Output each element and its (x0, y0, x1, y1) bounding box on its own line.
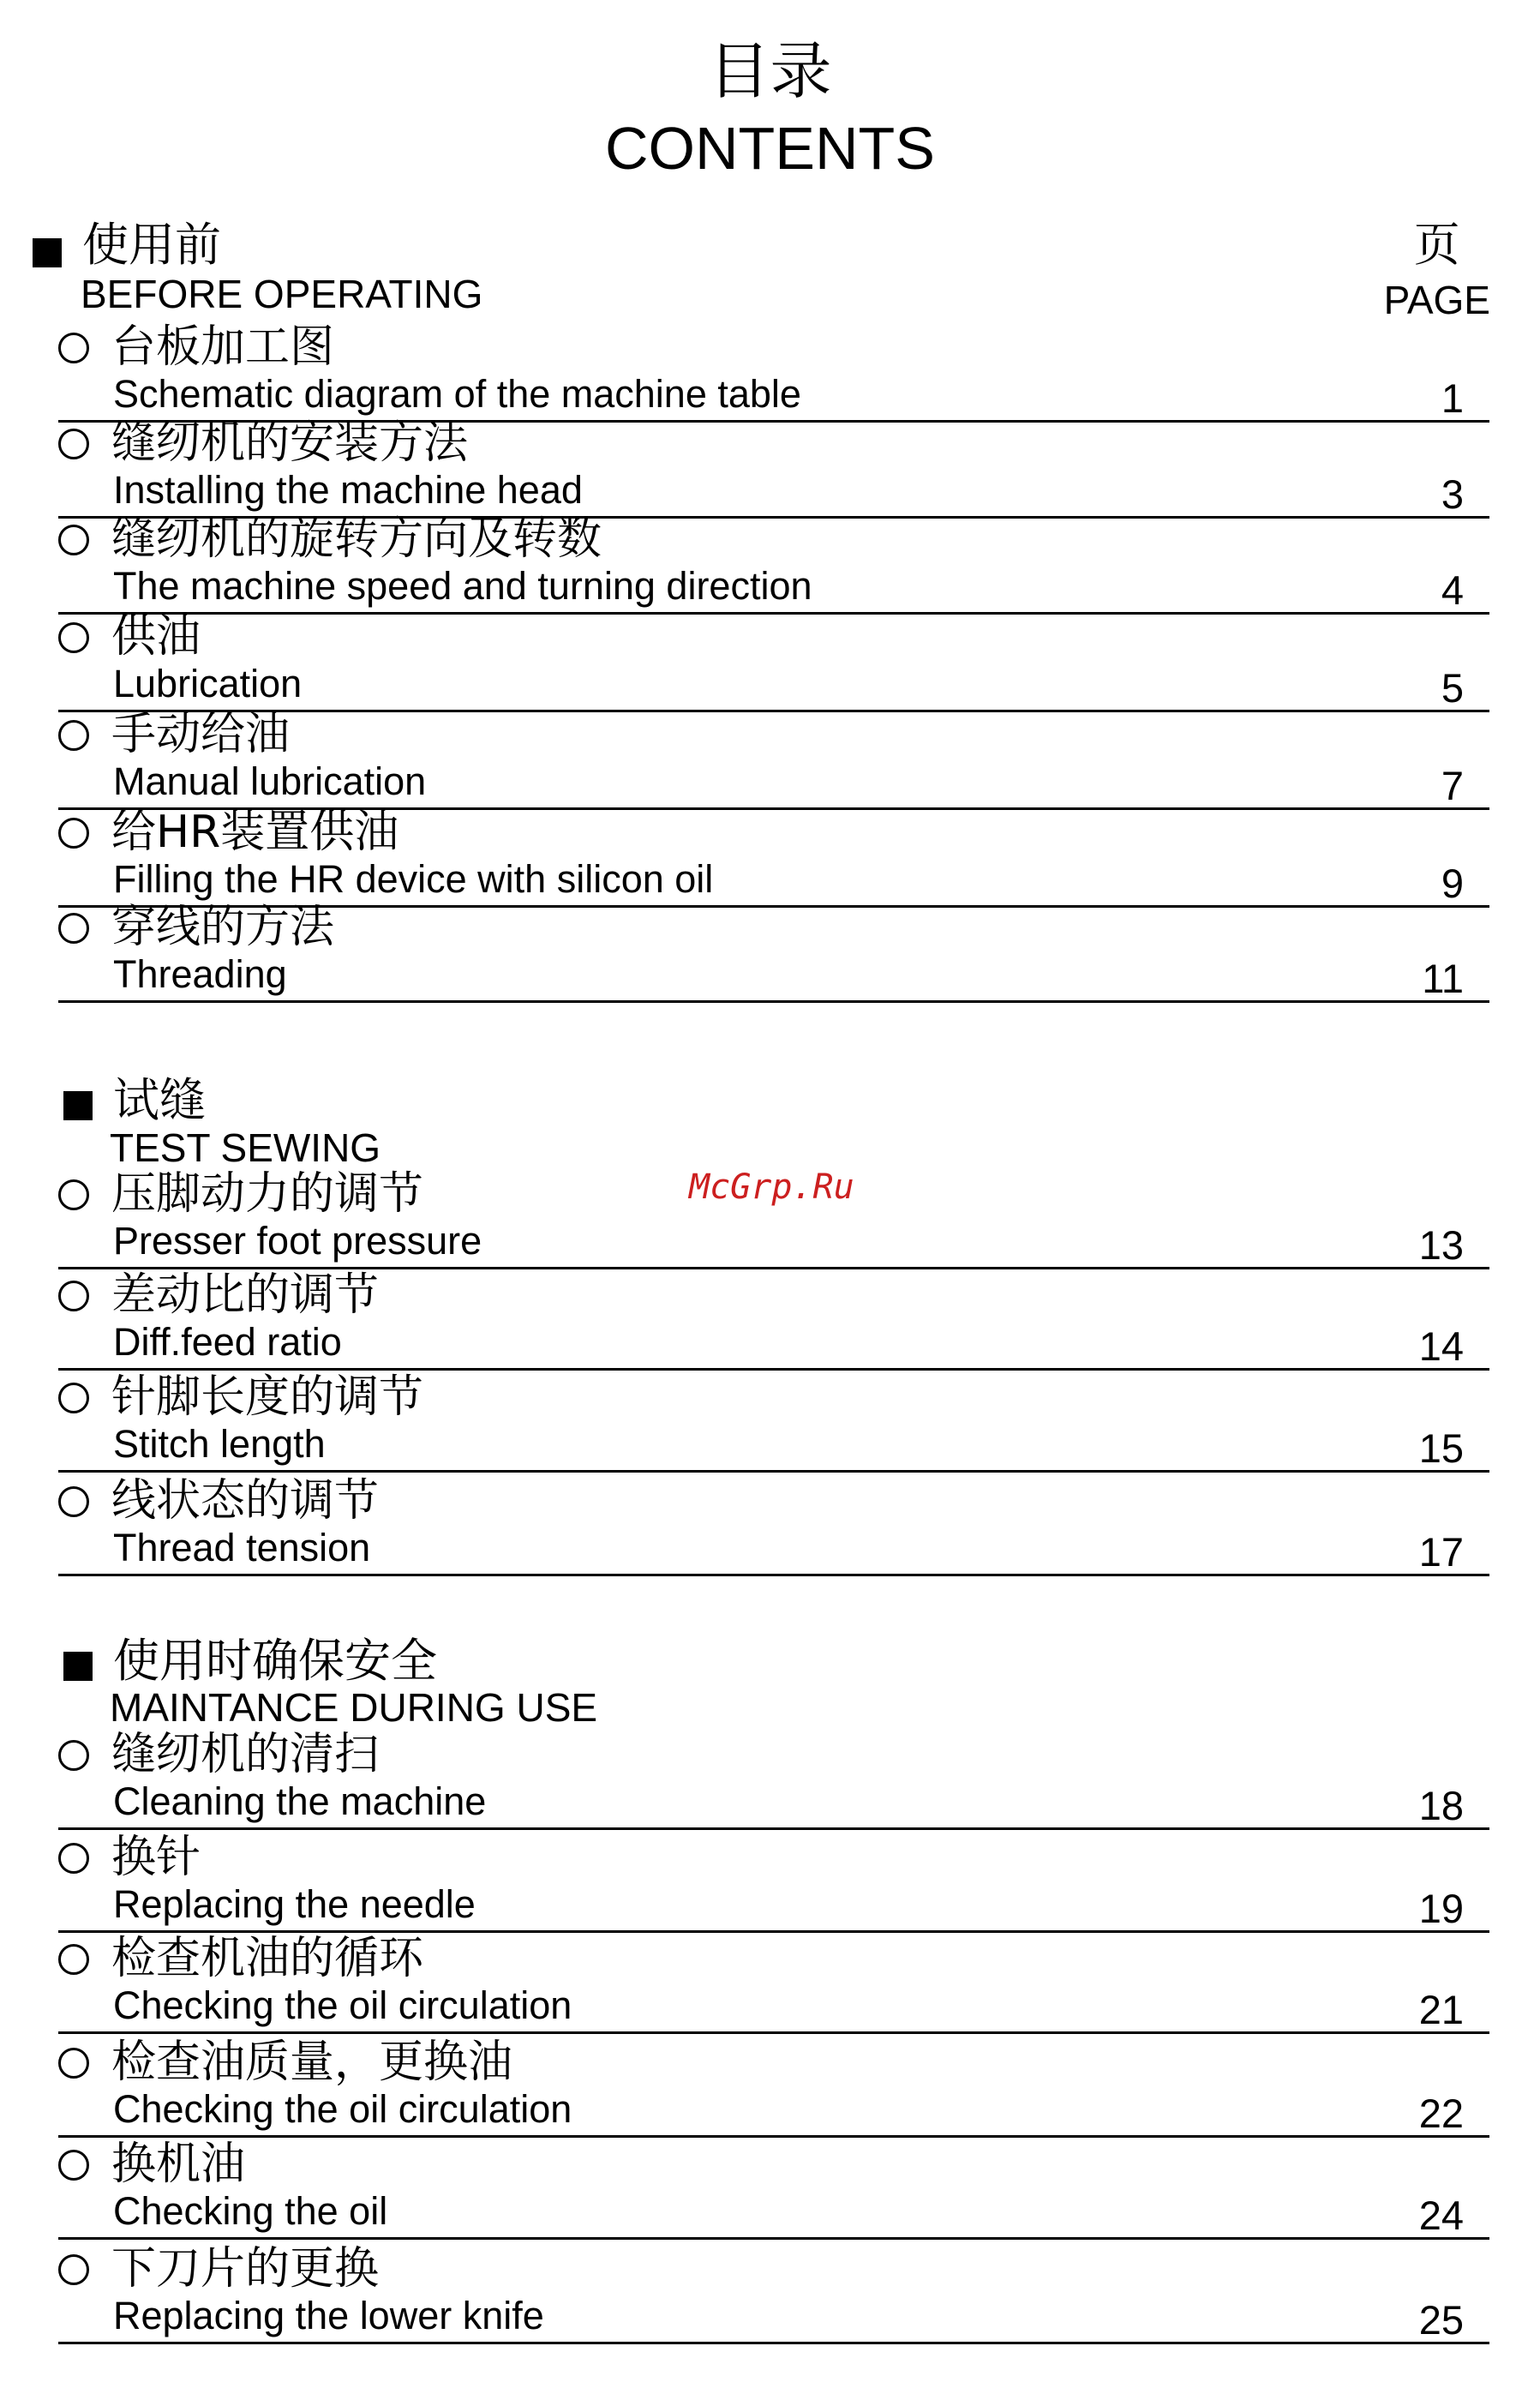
circle-bullet-icon (58, 2048, 89, 2079)
toc-entry-title-chinese: 换机油 (111, 2139, 246, 2190)
toc-entry[interactable] (58, 1834, 1489, 1933)
circle-bullet-icon (58, 1944, 89, 1975)
page-column-header (1384, 219, 1490, 324)
toc-entry[interactable] (58, 711, 1489, 810)
section-title: MAINTANCE DURING USE (110, 1685, 598, 1730)
circle-bullet-icon (58, 1843, 89, 1874)
toc-entry-title: Manual lubrication (113, 759, 427, 803)
toc-entry-page-number: 14 (1418, 1323, 1464, 1369)
section-title-chinese: 使用前 (82, 218, 221, 272)
section-title: BEFORE OPERATING (81, 272, 483, 316)
toc-entry-title: Replacing the lower knife (113, 2294, 544, 2337)
toc-entry[interactable] (58, 809, 1489, 908)
toc-entry-title: Lubrication (113, 662, 303, 705)
toc-entry-title-chinese: 检查机油的循环 (111, 1933, 424, 1984)
page-column-label: PAGE (1383, 278, 1490, 322)
toc-entry[interactable] (58, 321, 1489, 423)
toc-entry-title-chinese: 压脚动力的调节 (111, 1168, 424, 1220)
circle-bullet-icon (58, 818, 89, 849)
circle-bullet-icon (58, 1486, 89, 1517)
toc-entry[interactable] (58, 2039, 1489, 2138)
toc-entry[interactable] (58, 1731, 1489, 1830)
toc-entry-page-number: 3 (1441, 471, 1464, 517)
toc-entry-title: Stitch length (113, 1422, 326, 1466)
toc-entry-title: Schematic diagram of the machine table (113, 372, 801, 416)
section-title-chinese: 试缝 (113, 1073, 206, 1127)
toc-entry-page-number: 24 (1418, 2193, 1464, 2238)
toc-entry-page-number: 1 (1441, 375, 1464, 421)
toc-entry-page-number: 19 (1418, 1886, 1464, 1931)
page-column-label-chinese: 页 (1413, 218, 1460, 272)
toc-entry-title: Diff.feed ratio (113, 1320, 342, 1364)
circle-bullet-icon (58, 333, 89, 363)
toc-entry[interactable] (58, 2243, 1489, 2344)
toc-entry-title: Checking the oil circulation (113, 1983, 572, 2027)
toc-entry-title: Installing the machine head (113, 468, 583, 512)
circle-bullet-icon (58, 2254, 89, 2285)
circle-bullet-icon (58, 1740, 89, 1771)
toc-entry-title-chinese: 缝纫机的安装方法 (111, 417, 469, 469)
toc-entry-title-chinese: 缝纫机的清扫 (111, 1729, 380, 1780)
toc-entry-page-number: 25 (1418, 2297, 1464, 2343)
section-title: TEST SEWING (110, 1125, 381, 1170)
toc-entry-title: Checking the oil circulation (113, 2087, 572, 2131)
toc-entry-page-number: 15 (1418, 1425, 1464, 1471)
toc-entry-title: Thread tension (113, 1526, 371, 1569)
section-bullet-square (63, 1652, 93, 1681)
toc-entry-title: Presser foot pressure (113, 1219, 482, 1263)
toc-entry-page-number: 13 (1418, 1222, 1464, 1268)
toc-entry-title: Threading (113, 952, 287, 996)
toc-entry-title-chinese: 手动给油 (111, 709, 291, 760)
toc-entry-title-chinese: 供油 (111, 611, 201, 663)
toc-entry[interactable] (58, 1168, 1489, 1269)
toc-entry-title: Cleaning the machine (113, 1779, 487, 1823)
circle-bullet-icon (58, 429, 89, 459)
circle-bullet-icon (58, 1179, 89, 1210)
toc-entry-page-number: 18 (1418, 1783, 1464, 1828)
section-title-chinese: 使用时确保安全 (113, 1634, 437, 1688)
page-title-chinese: 目录 (708, 35, 832, 107)
toc-entry-title-chinese: 缝纫机的旋转方向及转数 (111, 513, 602, 565)
toc-entry-page-number: 5 (1441, 665, 1464, 711)
toc-entry[interactable] (58, 1935, 1489, 2034)
toc-entry-title-chinese: 检查油质量，更换油 (111, 2037, 513, 2088)
toc-entry-title: Replacing the needle (113, 1882, 476, 1926)
toc-entry-title-chinese: 给HR装置供油 (111, 807, 399, 858)
circle-bullet-icon (58, 622, 89, 653)
toc-entry[interactable] (58, 513, 1489, 615)
toc-entry-page-number: 17 (1418, 1529, 1464, 1575)
toc-entry-page-number: 22 (1418, 2091, 1464, 2136)
toc-entry-page-number: 9 (1441, 861, 1464, 906)
page-title: CONTENTS (605, 115, 935, 182)
circle-bullet-icon (58, 1383, 89, 1413)
toc-entry[interactable] (58, 611, 1489, 712)
toc-entry[interactable] (58, 1371, 1489, 1473)
toc-entry[interactable] (58, 1475, 1489, 1576)
toc-entry[interactable] (58, 904, 1489, 1003)
circle-bullet-icon (58, 720, 89, 751)
toc-entry-title: The machine speed and turning direction (113, 564, 812, 608)
toc-entry-page-number: 21 (1418, 1987, 1464, 2032)
watermark: McGrp.Ru (689, 1167, 854, 1207)
toc-entry-title-chinese: 线状态的调节 (111, 1475, 380, 1527)
toc-entry-title-chinese: 下刀片的更换 (111, 2243, 380, 2295)
toc-entry-title-chinese: 台板加工图 (111, 321, 335, 373)
toc-entry-title: Filling the HR device with silicon oil (113, 857, 714, 901)
circle-bullet-icon (58, 913, 89, 944)
toc-entry-title: Checking the oil (113, 2189, 388, 2233)
toc-entry-page-number: 7 (1441, 763, 1464, 808)
toc-entry[interactable] (58, 2141, 1489, 2240)
toc-entry-title-chinese: 针脚长度的调节 (111, 1371, 424, 1423)
section-bullet-square (63, 1091, 93, 1120)
toc-entry[interactable] (58, 1269, 1489, 1371)
toc-entry-title-chinese: 穿线的方法 (111, 902, 335, 953)
toc-entry[interactable] (58, 417, 1489, 519)
toc-entry-title-chinese: 换针 (111, 1832, 201, 1883)
toc-entry-page-number: 11 (1422, 956, 1464, 1001)
circle-bullet-icon (58, 525, 89, 555)
circle-bullet-icon (58, 1281, 89, 1311)
circle-bullet-icon (58, 2150, 89, 2181)
section-bullet-square (33, 238, 62, 267)
toc-entry-page-number: 4 (1441, 567, 1464, 613)
toc-entry-title-chinese: 差动比的调节 (111, 1269, 380, 1321)
